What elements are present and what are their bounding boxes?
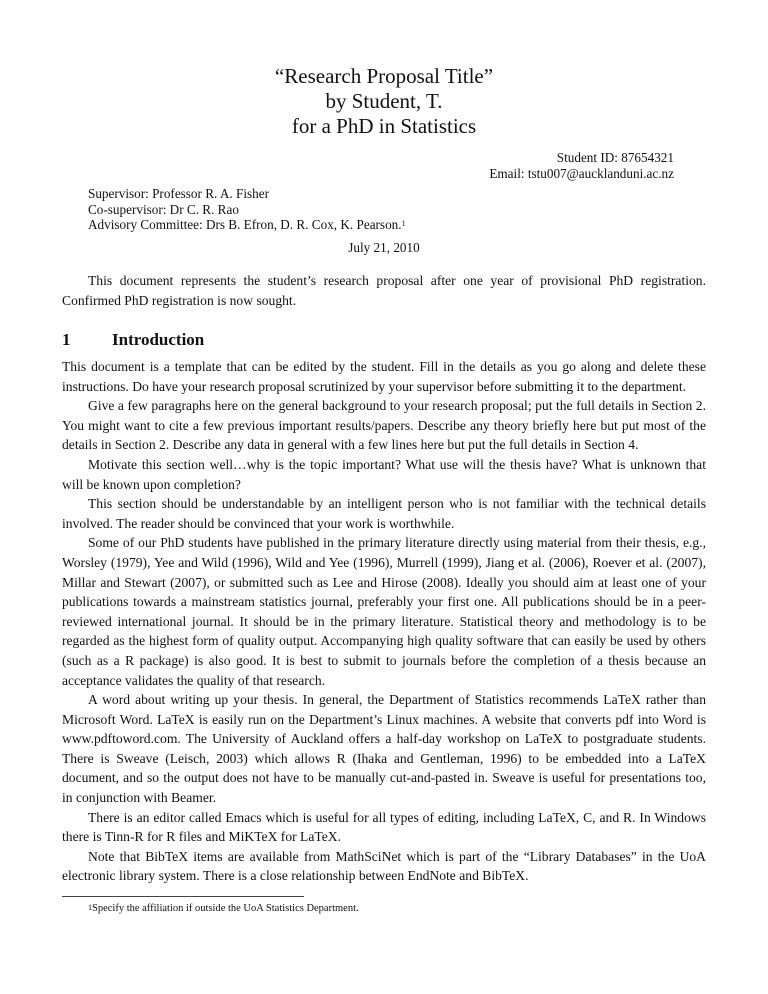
- supervision-info: [88, 186, 406, 233]
- title-block: [0, 64, 768, 139]
- footnote-ref[interactable]: 1: [401, 219, 406, 228]
- section-title: Introduction: [112, 330, 205, 349]
- paragraph: There is an editor called Emacs which is useful for all types of editing, including LaTeX, C, and R. In Windows there is Tinn-R for R files and MiKTeX for LaTeX.: [62, 809, 706, 845]
- student-id: Student ID: 87654321: [556, 150, 674, 165]
- footnote-divider: [62, 896, 304, 897]
- paragraph: Some of our PhD students have published in the primary literature directly using material from their thesis, e.g., Worsley (1979), Yee and Wild (1996), Wild and Yee (1996), Murrell (1999), Jiang et al. (2006), Roever et al. (2007), Millar and Stewart (2007), or submitted such as Lee and Hirose (2008). Ideally you should aim at least one of your publications towards a mainstream statistics journal, preferably your first one. All publications should be in a peer-reviewed international journal. It should be in the primary literature. Statistical theory and methodology is to be regarded as the highest form of quality output. Accompanying high quality software that can easily be used by others (such as a R package) is also good. It is best to submit to journals before the completion of a thesis because an acceptance validates the quality of that research.: [62, 535, 706, 688]
- abstract-paragraph: This document represents the student’s research proposal after one year of provisional PhD registration. Confirmed PhD registration is now sought.: [62, 273, 706, 308]
- student-info: [489, 150, 674, 181]
- introduction-body: [62, 357, 706, 886]
- committee-text: Advisory Committee: Drs B. Efron, D. R. Cox, K. Pearson.: [88, 217, 402, 232]
- paragraph: Note that BibTeX items are available from MathSciNet which is part of the “Library Databases” in the UoA electronic library system. There is a close relationship between EndNote and BibTeX.: [62, 848, 706, 884]
- footnote: [88, 902, 359, 915]
- paragraph: Give a few paragraphs here on the general background to your research proposal; put the full details in Section 2. You might want to cite a few previous important results/papers. Describe any theory briefly here but put most of the details in Section 2. Describe any data in general with a few lines here but put the full details in Section 4.: [62, 398, 706, 453]
- paragraph: This document is a template that can be edited by the student. Fill in the details as you go along and delete these instructions. Do have your research proposal scrutinized by your supervisor before submitting it to the department.: [62, 359, 706, 394]
- supervisor-line: Supervisor: Professor R. A. Fisher: [88, 186, 269, 201]
- degree-line: for a PhD in Statistics: [291, 114, 477, 138]
- paragraph: A word about writing up your thesis. In general, the Department of Statistics recommends LaTeX rather than Microsoft Word. LaTeX is easily run on the Department’s Linux machines. A website that converts pdf into Word is www.pdftoword.com. The University of Auckland offers a half-day workshop on LaTeX to postgraduate students. There is Sweave (Leisch, 2003) which allows R (Ihaka and Gentleman, 1996) to be embedded into a LaTeX document, and so the output does not have to be manually cut-and-pasted in. Sweave is useful for presentations too, in conjunction with Beamer.: [62, 692, 706, 806]
- proposal-title: “Research Proposal Title”: [274, 64, 494, 88]
- author-line: by Student, T.: [325, 89, 443, 113]
- section-number: 1: [62, 330, 71, 349]
- cosupervisor-line: Co-supervisor: Dr C. R. Rao: [88, 201, 239, 217]
- committee-line: [88, 217, 406, 233]
- student-email: Email: tstu007@aucklanduni.ac.nz: [489, 165, 674, 181]
- footnote-text: Specify the affiliation if outside the UoA Statistics Department.: [92, 903, 359, 914]
- footnote-mark: 1: [88, 903, 92, 912]
- document-date: July 21, 2010: [348, 240, 420, 255]
- paragraph: Motivate this section well…why is the topic important? What use will the thesis have? What is unknown that will be known upon completion?: [62, 456, 706, 492]
- section-heading-introduction: [62, 330, 204, 350]
- paragraph: This section should be understandable by an intelligent person who is not familiar with the technical details involved. The reader should be convinced that your work is worthwhile.: [62, 496, 706, 531]
